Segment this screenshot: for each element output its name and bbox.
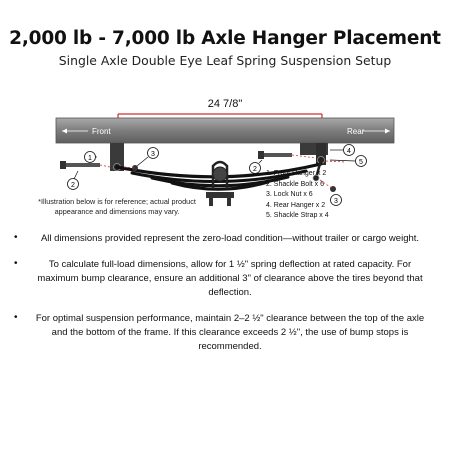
frame-rear-label: Rear (347, 127, 365, 136)
callout-4 (330, 145, 355, 156)
shackle-bolt-top (258, 151, 292, 159)
parts-legend (266, 169, 329, 222)
legend-item: 2. Shackle Bolt x 6 (266, 180, 324, 188)
svg-text:3: 3 (151, 151, 155, 158)
svg-text:2: 2 (253, 166, 257, 173)
frame-front-label: Front (92, 127, 111, 136)
callout-3-front (137, 148, 159, 167)
callout-2-rear (250, 160, 263, 174)
page-subtitle: Single Axle Double Eye Leaf Spring Suspension Setup (58, 53, 392, 68)
bullet-text: To calculate full-load dimensions, allow for 1 ½" spring deflection at rated capacity. For maximum bump clearance, ensure an additional 3" of clearance above the tires beyond that deflection. (37, 259, 423, 298)
callout-1 (85, 152, 98, 163)
page-title: 2,000 lb - 7,000 lb Axle Hanger Placement (9, 28, 441, 49)
bullet-icon: • (14, 312, 18, 323)
lock-nut-rear (330, 186, 336, 192)
legend-item: 3. Lock Nut x 6 (266, 191, 313, 198)
svg-text:1: 1 (88, 155, 92, 162)
svg-text:5: 5 (359, 159, 363, 166)
callout-2-front (68, 171, 79, 190)
callout-3-rear (331, 195, 342, 206)
dimension-label: 24 7/8" (207, 98, 243, 110)
svg-text:2: 2 (71, 182, 75, 189)
bullet-text: For optimal suspension performance, maintain 2–2 ½" clearance between the top of the axle and the bottom of the frame. If this clearance exceeds 2 ½", the use of bump stops is recommended. (35, 313, 425, 352)
bullet-icon: • (14, 258, 18, 269)
bullet-icon: • (14, 232, 18, 243)
legend-item: 1. Front Hanger x 2 (266, 170, 327, 177)
illustration-note: *Illustration below is for reference; actual product appearance and dimensions may vary. (38, 197, 196, 216)
bullet-text: All dimensions provided represent the zero-load condition—without trailer or cargo weight. (40, 233, 420, 244)
legend-item: 5. Shackle Strap x 4 (266, 212, 329, 219)
shackle-bolt-front (60, 161, 100, 169)
legend-item: 4. Rear Hanger x 2 (266, 201, 326, 209)
callout-5 (330, 156, 367, 167)
rear-hanger (300, 143, 328, 165)
svg-text:4: 4 (347, 148, 351, 155)
svg-text:3: 3 (334, 198, 338, 205)
